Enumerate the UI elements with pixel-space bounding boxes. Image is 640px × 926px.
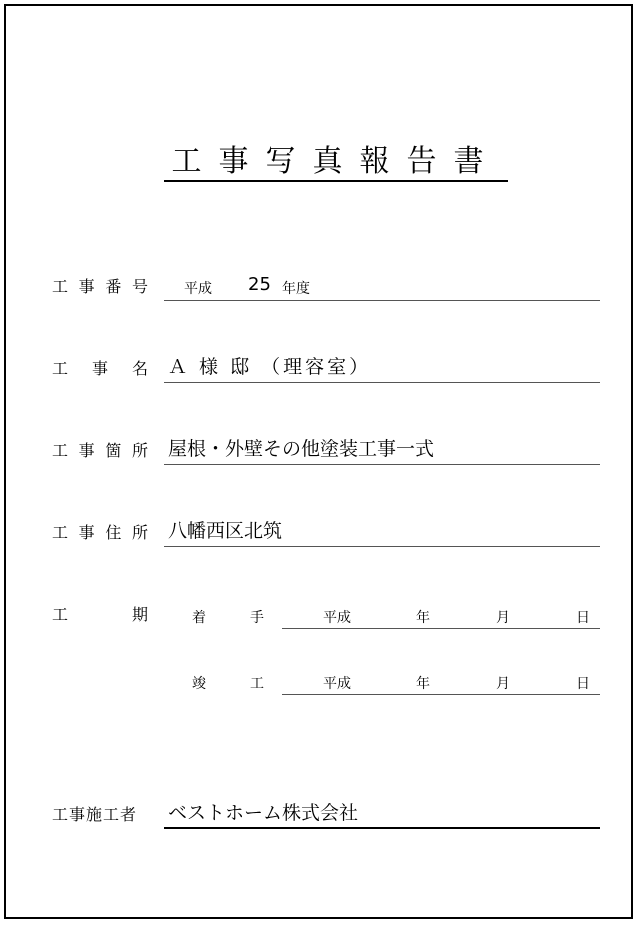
row-label-address [52,523,148,543]
label-char: 手 [250,610,264,626]
period-start-day: 日 [576,610,590,626]
document-frame [4,4,633,919]
label-char: 竣 [192,676,206,692]
row-label-number [52,277,148,297]
label-char: 所 [131,441,148,460]
label-char: 所 [131,523,148,542]
label-char: 期 [131,605,148,624]
label-char: 名 [131,359,148,378]
label-char: 工 [52,605,69,624]
number-suffix: 年度 [282,281,310,297]
period-end-label [192,673,264,693]
contractor-value: ベストホーム株式会社 [168,802,359,824]
number-era: 平成 [184,281,212,297]
location-underline [164,464,600,465]
label-char: 号 [131,277,148,296]
period-start-year: 年 [416,610,430,626]
contractor-underline [164,827,600,829]
period-end-month: 月 [496,676,510,692]
period-start-underline [282,628,600,629]
period-end-era: 平成 [323,676,351,692]
label-char: 事 [78,523,95,542]
location-value: 屋根・外壁その他塗装工事一式 [168,438,435,460]
label-char: 事 [78,277,95,296]
label-char: 工 [52,277,69,296]
label-char: 工 [52,441,69,460]
period-end-underline [282,694,600,695]
label-char: 着 [192,610,206,626]
name-value: Ａ 様 邸 （理容室） [168,356,372,378]
period-end-year: 年 [416,676,430,692]
number-year: 25 [248,274,271,295]
row-label-contractor: 工事施工者 [52,805,138,824]
period-start-label [192,607,264,627]
label-char: 工 [52,359,69,378]
label-char: 工 [52,523,69,542]
label-char: 事 [78,441,95,460]
number-underline [164,300,600,301]
label-char: 工 [250,676,264,692]
document-title: 工事写真報告書 [164,144,508,182]
row-label-period [52,605,148,625]
name-underline [164,382,600,383]
label-char: 住 [105,523,122,542]
period-start-month: 月 [496,610,510,626]
label-char: 番 [105,277,122,296]
label-char: 事 [91,359,108,378]
period-end-day: 日 [576,676,590,692]
address-underline [164,546,600,547]
period-start-era: 平成 [323,610,351,626]
label-char: 箇 [105,441,122,460]
row-label-location [52,441,148,461]
address-value: 八幡西区北筑 [168,520,283,542]
row-label-name [52,359,148,379]
